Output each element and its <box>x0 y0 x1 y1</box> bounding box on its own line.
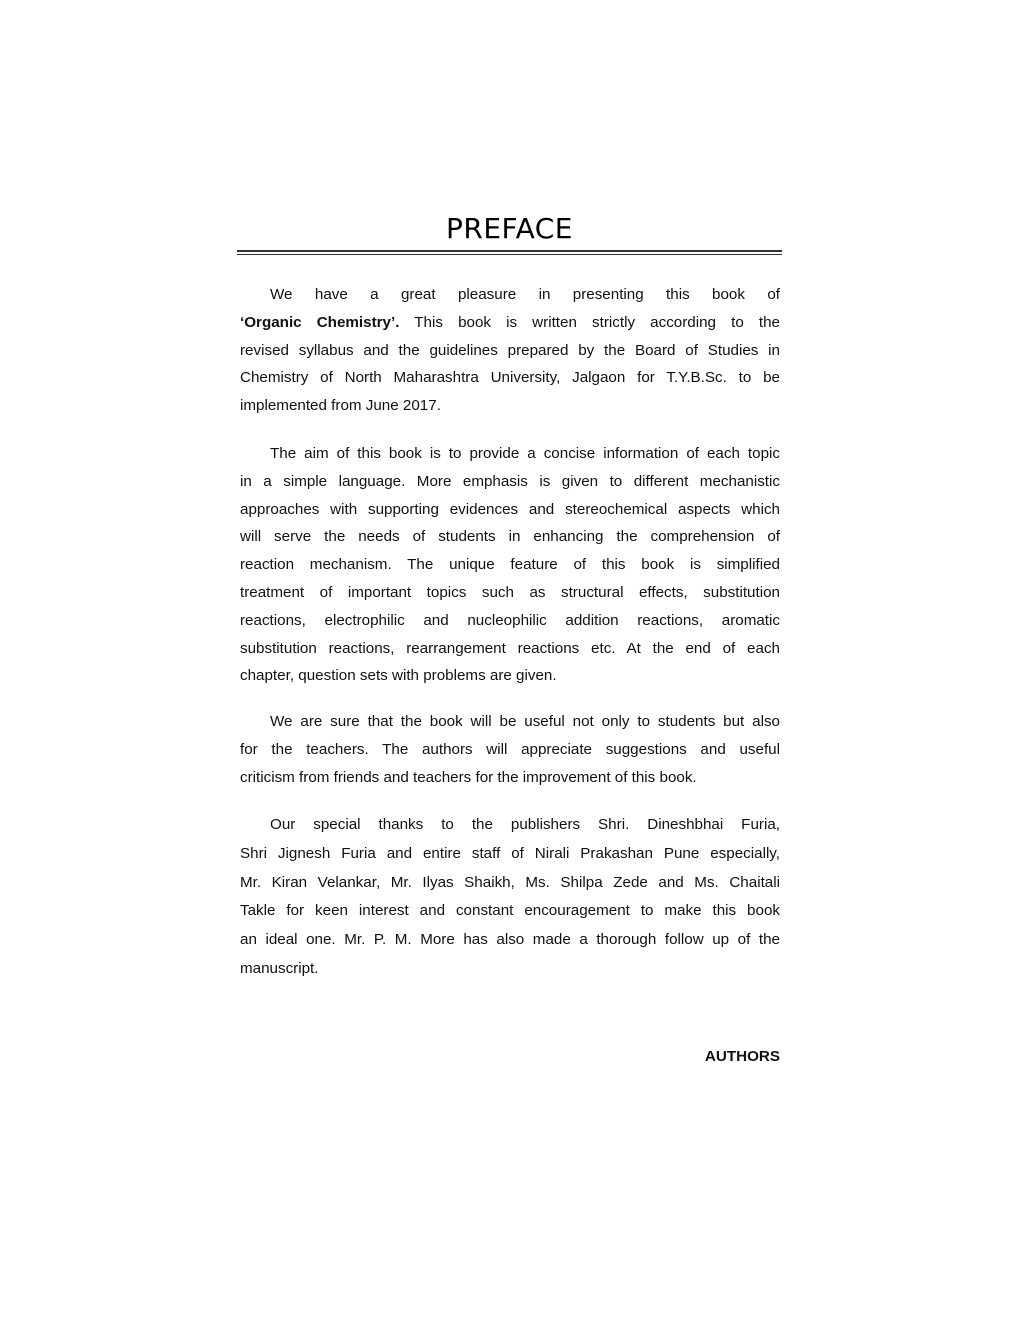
text-line: Shri Jignesh Furia and entire staff of Nirali Prakashan Pune especially, <box>240 844 780 862</box>
page-title: PREFACE <box>446 212 573 245</box>
text-line: substitution reactions, rearrangement reactions etc. At the end of each <box>240 639 780 657</box>
text-line: reaction mechanism. The unique feature of this book is simplified <box>240 556 780 574</box>
signature-authors: AUTHORS <box>704 1048 780 1065</box>
text-line: The aim of this book is to provide a concise information of each topic <box>270 445 780 462</box>
text-line: Chemistry of North Maharashtra University, Jalgaon for T.Y.B.Sc. to be <box>240 369 780 387</box>
paragraph-3 <box>240 708 780 791</box>
text-line: approaches with supporting evidences and stereochemical aspects which <box>240 500 780 518</box>
text-line: an ideal one. Mr. P. M. More has also made a thorough follow up of the <box>240 931 780 949</box>
text-line: for the teachers. The authors will appreciate suggestions and useful <box>240 740 780 758</box>
text-line: criticism from friends and teachers for the improvement of this book. <box>240 768 697 786</box>
text-line: Mr. Kiran Velankar, Mr. Ilyas Shaikh, Ms. Shilpa Zede and Ms. Chaitali <box>240 873 780 891</box>
text-line: will serve the needs of students in enhancing the comprehension of <box>240 528 780 546</box>
text-line: revised syllabus and the guidelines prepared by the Board of Studies in <box>240 341 780 359</box>
text-segment: This book is written strictly according to the <box>399 313 780 331</box>
paragraph-2 <box>240 440 780 690</box>
text-line: treatment of important topics such as structural effects, substitution <box>240 583 780 601</box>
text-line: in a simple language. More emphasis is given to different mechanistic <box>240 472 780 490</box>
text-line: chapter, question sets with problems are given. <box>240 667 557 685</box>
text-line: implemented from June 2017. <box>240 397 441 415</box>
paragraph-1 <box>240 281 780 420</box>
title-double-rule <box>237 250 782 255</box>
text-line: manuscript. <box>240 959 319 977</box>
text-line: We have a great pleasure in presenting this book of <box>270 286 780 303</box>
paragraph-4 <box>240 811 780 984</box>
text-line: We are sure that the book will be useful not only to students but also <box>270 713 780 730</box>
text-line: Our special thanks to the publishers Shri. Dineshbhai Furia, <box>270 816 780 833</box>
text-line: reactions, electrophilic and nucleophilic addition reactions, aromatic <box>240 611 780 629</box>
text-line: Takle for keen interest and constant encouragement to make this book <box>240 902 780 920</box>
text-line <box>240 309 780 337</box>
book-title-bold: ‘Organic Chemistry’. <box>240 313 400 331</box>
